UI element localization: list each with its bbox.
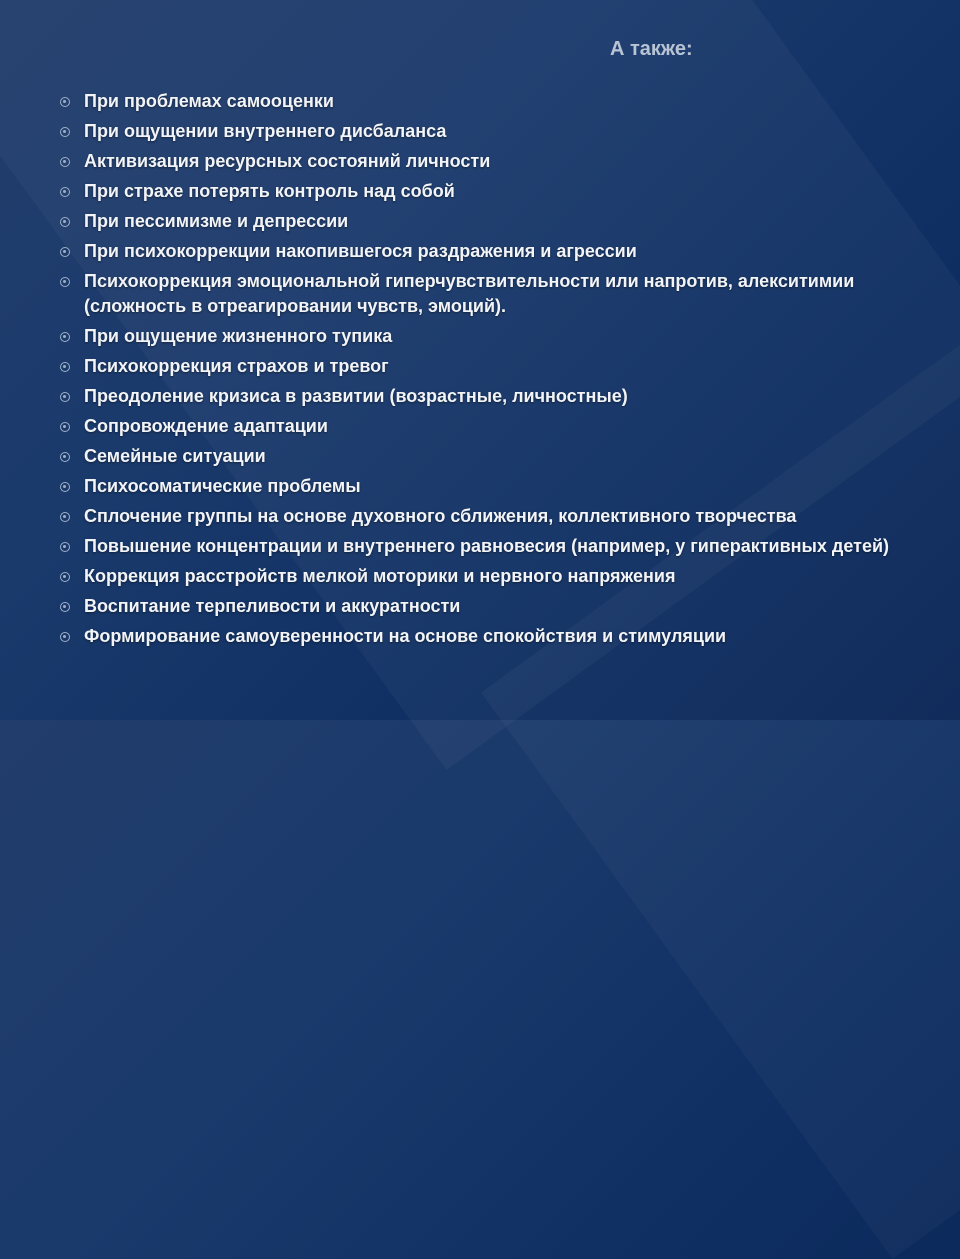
circle-bullet-icon xyxy=(60,542,70,552)
list-item xyxy=(60,119,920,144)
circle-bullet-icon xyxy=(60,482,70,492)
bullet-list xyxy=(60,89,920,654)
list-item-text: Коррекция расстройств мелкой моторики и нервного напряжения xyxy=(84,566,676,586)
circle-bullet-icon xyxy=(60,572,70,582)
list-item xyxy=(60,504,920,529)
list-item-text: При проблемах самооценки xyxy=(84,91,334,111)
circle-bullet-icon xyxy=(60,392,70,402)
list-item-text: Психокоррекция эмоциональной гиперчувствительности или напротив, алекситимии (сложность в отреагировании чувств, эмоций). xyxy=(84,271,855,316)
list-item xyxy=(60,89,920,114)
list-item-text: Воспитание терпеливости и аккуратности xyxy=(84,596,461,616)
circle-bullet-icon xyxy=(60,187,70,197)
list-item xyxy=(60,354,920,379)
list-item xyxy=(60,594,920,619)
list-item xyxy=(60,624,920,649)
list-item xyxy=(60,239,920,264)
list-item-text: Активизация ресурсных состояний личности xyxy=(84,151,491,171)
list-item xyxy=(60,324,920,349)
list-item xyxy=(60,149,920,174)
list-item-text: Сопровождение адаптации xyxy=(84,416,328,436)
slide-title: А также: xyxy=(610,38,693,60)
circle-bullet-icon xyxy=(60,512,70,522)
list-item-text: Семейные ситуации xyxy=(84,446,266,466)
list-item-text: При страхе потерять контроль над собой xyxy=(84,181,455,201)
list-item xyxy=(60,179,920,204)
list-item xyxy=(60,444,920,469)
list-item-text: При пессимизме и депрессии xyxy=(84,211,349,231)
list-item-text: Формирование самоуверенности на основе спокойствия и стимуляции xyxy=(84,626,727,646)
circle-bullet-icon xyxy=(60,602,70,612)
circle-bullet-icon xyxy=(60,97,70,107)
list-item-text: Психокоррекция страхов и тревог xyxy=(84,356,389,376)
circle-bullet-icon xyxy=(60,452,70,462)
list-item-text: При ощущении внутреннего дисбаланса xyxy=(84,121,447,141)
circle-bullet-icon xyxy=(60,362,70,372)
list-item-text: Повышение концентрации и внутреннего равновесия (например, у гиперактивных детей) xyxy=(84,536,890,556)
list-item-text: Психосоматические проблемы xyxy=(84,476,361,496)
list-item xyxy=(60,269,920,319)
list-item-text: При ощущение жизненного тупика xyxy=(84,326,393,346)
list-item-text: Сплочение группы на основе духовного сближения, коллективного творчества xyxy=(84,506,797,526)
list-item-text: При психокоррекции накопившегося раздражения и агрессии xyxy=(84,241,637,261)
circle-bullet-icon xyxy=(60,127,70,137)
list-item xyxy=(60,414,920,439)
circle-bullet-icon xyxy=(60,422,70,432)
circle-bullet-icon xyxy=(60,247,70,257)
list-item xyxy=(60,384,920,409)
list-item xyxy=(60,474,920,499)
circle-bullet-icon xyxy=(60,332,70,342)
circle-bullet-icon xyxy=(60,157,70,167)
circle-bullet-icon xyxy=(60,632,70,642)
list-item xyxy=(60,209,920,234)
list-item-text: Преодоление кризиса в развитии (возрастные, личностные) xyxy=(84,386,628,406)
circle-bullet-icon xyxy=(60,277,70,287)
list-item xyxy=(60,564,920,589)
circle-bullet-icon xyxy=(60,217,70,227)
list-item xyxy=(60,534,920,559)
